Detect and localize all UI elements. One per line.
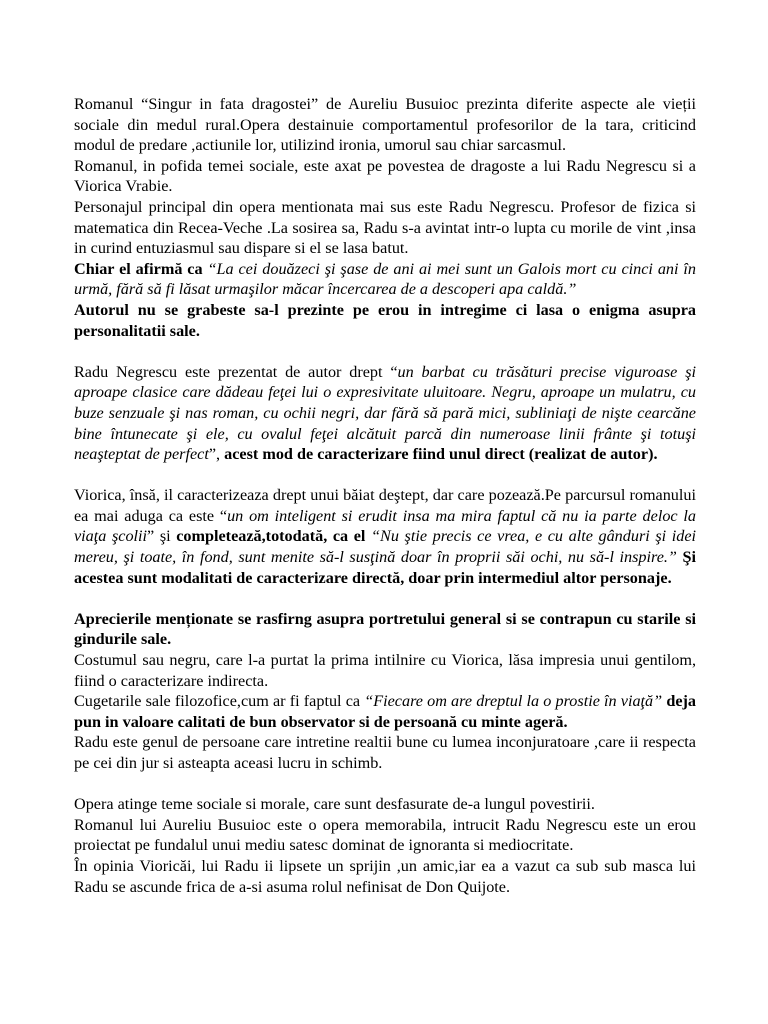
viorica-mid-bold: completează,totodată, ca el <box>176 527 372 546</box>
viorica-lead: Viorica, însă, il caracterizeaza drept unui băiat deştept, dar care pozează.Pe parcursul romanului ea mai aduga ca este “ <box>74 486 696 525</box>
paragraph-gap <box>74 341 696 362</box>
galois-lead: Chiar el afirmă ca <box>74 259 208 278</box>
paragraph-galois-quote <box>74 259 696 300</box>
paragraph-gap <box>74 588 696 609</box>
reflections-lead: Cugetarile sale filozofice,cum ar fi faptul ca <box>74 692 365 711</box>
paragraph-intro: Romanul “Singur in fata dragostei” de Aureliu Busuioc prezinta diferite aspecte ale vieții sociale din medul rural.Opera destainuie comportamentul profesorilor de la tara, criticind modul de predare ,actiunile lor, utilizind ironia, umorul sau chiar sarcasmul. <box>74 95 696 155</box>
viorica-quote-2: “Nu ştie precis ce vrea, e cu alte gânduri şi idei mereu, şi toate, în fond, sunt menite să-l susţină doar în proprii săi ochi, nu să-l inspire.” <box>74 527 697 567</box>
paragraph-viorica-view <box>74 485 696 588</box>
portrait-quote: un barbat cu trăsături precise viguroase şi aproape clasice care dădeau feţei lui o expresivitate uluitoare. Negru, aproape un mulatru, cu buze senzuale şi nas roman, cu ochii negri, dar fără să pară mici, subliniaţi de nişte cearcăne bine întunecate şi ele, cu ovalul feţei alcătuit parcă din numeroase linii frânte şi totuşi neaşteptat de perfect <box>74 362 696 464</box>
paragraph-gap <box>74 774 696 795</box>
paragraph-portrait <box>74 362 696 465</box>
paragraph-main-character: Personajul principal din opera mentionata mai sus este Radu Negrescu. Profesor de fizica si matematica din Recea-Veche .La sosirea sa, Radu s-a avintat intr-o lupta cu morile de vint ,insa in curind entuziasmul sau dispare si el se lasa batut. <box>74 197 696 258</box>
portrait-tail-bold: acest mod de caracterizare fiind unul direct (realizat de autor). <box>224 445 658 464</box>
viorica-tail-bold: Şi acestea sunt modalitati de caracterizare directă, doar prin intermediul altor personaje. <box>74 548 696 587</box>
paragraph-appreciations: Aprecierile menționate se rasfirng asupra portretului general si se contrapun cu starile si gindurile sale. <box>74 609 696 649</box>
paragraph-themes: Opera atinge teme sociale si morale, care sunt desfasurate de-a lungul povestirii. <box>74 795 595 814</box>
paragraph-memorable: Romanul lui Aureliu Busuioc este o opera memorabila, intrucit Radu Negrescu este un erou proiectat pe fundalul unui mediu satesc dominat de ignoranta si mediocritate. <box>74 815 696 855</box>
paragraph-reflections <box>74 691 696 732</box>
portrait-tail: ”, <box>208 445 225 464</box>
viorica-quote-1: un om inteligent si erudit insa ma mira faptul că nu ia parte deloc la viaţa şcolii <box>74 506 696 546</box>
reflections-tail-bold: deja pun in valoare calitati de bun observator si de persoană cu minte ageră. <box>74 692 696 731</box>
paragraph-gap <box>74 465 696 486</box>
paragraph-love-story: Romanul, in pofida temei sociale, este axat pe povestea de dragoste a lui Radu Negrescu si a Viorica Vrabie. <box>74 156 696 196</box>
paragraph-enigma: Autorul nu se grabeste sa-l prezinte pe erou in intregime ci lasa o enigma asupra personalitatii sale. <box>74 300 696 340</box>
paragraph-costume: Costumul sau negru, care l-a purtat la prima intilnire cu Viorica, lăsa impresia unui gentilom, fiind o caracterizare indirecta. <box>74 651 696 690</box>
galois-quote: “La cei douăzeci şi şase de ani ai mei sunt un Galois mort cu cinci ani în urmă, fără să fi lăsat urmaşilor măcar încercarea de a descoperi apa caldă.” <box>74 259 696 299</box>
portrait-lead: Radu Negrescu este prezentat de autor drept “ <box>74 362 398 381</box>
paragraph-don-quijote: În opinia Vioricăi, lui Radu ii lipsete un sprijin ,un amic,iar ea a vazut ca sub sub masca lui Radu se ascunde frica de a-si asuma rolul nefinisat de Don Quijote. <box>74 856 696 896</box>
paragraph-relations: Radu este genul de persoane care intretine realtii bune cu lumea inconjuratoare ,care ii respecta pe cei din jur si asteapta aceasi lucru in schimb. <box>74 733 696 772</box>
viorica-mid: ” şi <box>147 527 177 546</box>
document-body <box>74 94 696 897</box>
reflections-quote: “Fiecare om are dreptul la o prostie în viaţă” <box>364 692 663 711</box>
